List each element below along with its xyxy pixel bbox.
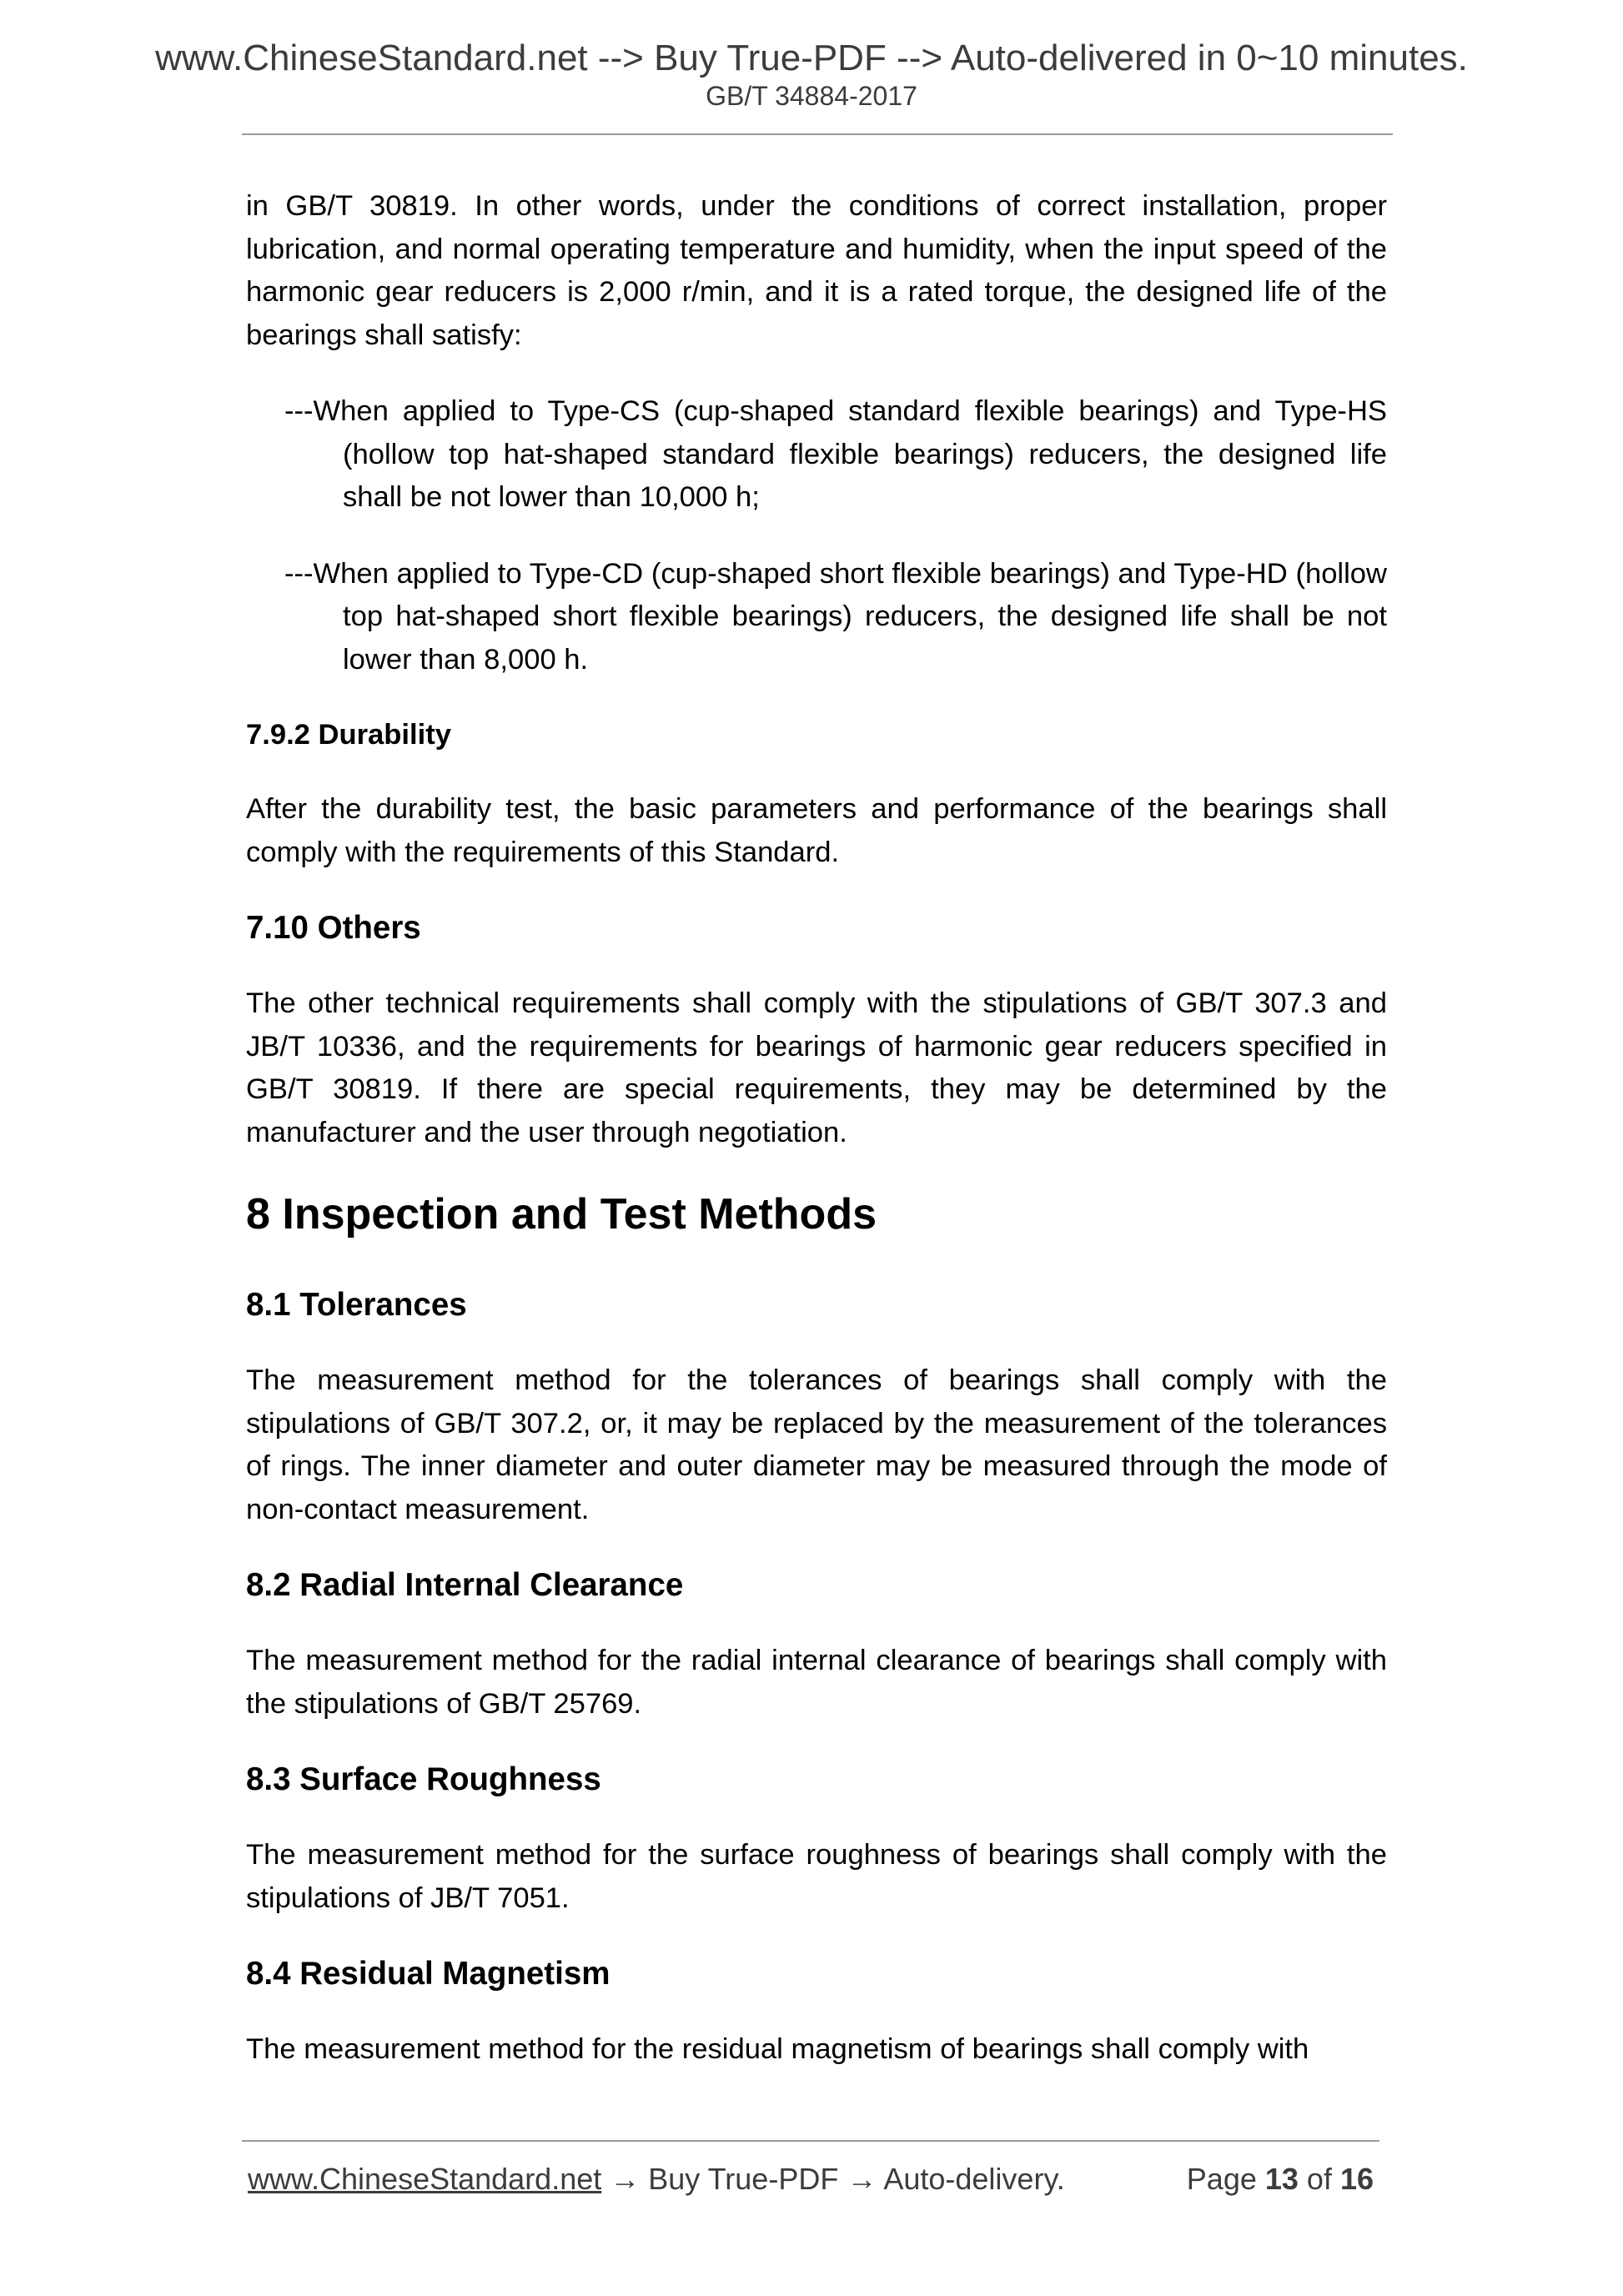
page-number <box>1187 2158 1374 2200</box>
document-id: GB/T 34884-2017 <box>706 81 917 111</box>
footer-site-link[interactable]: www.ChineseStandard.net <box>248 2162 602 2196</box>
footer-buy-text: → Buy True-PDF <box>601 2162 847 2196</box>
section-heading-8-4: 8.4 Residual Magnetism <box>246 1956 611 1992</box>
section-paragraph: The measurement method for the tolerances of bearings shall comply with the stipulations of GB/T 307.2, or, it may be replaced by the measurement of the tolerances of rings. The inner diameter and outer diameter may be measured through the mode of non-contact measurement. <box>246 1364 1387 1525</box>
current-page: 13 <box>1264 2162 1299 2196</box>
header-banner: www.ChineseStandard.net --> Buy True-PDF --> Auto-delivered in 0~10 minutes. <box>155 38 1468 78</box>
section-paragraph: After the durability test, the basic parameters and performance of the bearings shall comply with the requirements of this Standard. <box>246 793 1387 868</box>
section-paragraph: The measurement method for the radial internal clearance of bearings shall comply with the stipulations of GB/T 25769. <box>246 1645 1387 1720</box>
footer-delivery-text: → Auto-delivery. <box>847 2162 1065 2196</box>
section-heading-7-10: 7.10 Others <box>246 910 421 946</box>
section-heading-8-2: 8.2 Radial Internal Clearance <box>246 1567 684 1603</box>
of-label: of <box>1298 2162 1340 2196</box>
page-footer <box>248 2158 1382 2200</box>
footer-promo <box>248 2158 1065 2200</box>
section-heading-7-9-2: 7.9.2 Durability <box>246 719 451 751</box>
total-pages: 16 <box>1339 2162 1374 2196</box>
header-divider <box>242 133 1393 135</box>
section-paragraph: The other technical requirements shall comply with the stipulations of GB/T 307.3 and JB/T 10336, and the requirements for bearings of harmonic gear reducers specified in GB/T 30819. If there are special requirements, they may be determined by the manufacturer and the user through negotiation. <box>246 987 1387 1148</box>
list-item: ---When applied to Type-CS (cup-shaped standard flexible bearings) and Type-HS (hollow top hat-shaped standard flexible bearings) reducers, the designed life shall be not lower than 10,000 h; <box>284 395 1387 513</box>
footer-divider <box>242 2140 1379 2142</box>
list-item: ---When applied to Type-CD (cup-shaped short flexible bearings) and Type-HD (hollow top hat-shaped short flexible bearings) reducers, the designed life shall be not lower than 8,000 h. <box>284 557 1387 676</box>
page-label: Page <box>1186 2162 1265 2196</box>
section-heading-8-1: 8.1 Tolerances <box>246 1287 467 1323</box>
page-body <box>246 185 1387 2105</box>
section-paragraph: The measurement method for the residual magnetism of bearings shall comply with <box>246 2033 1309 2065</box>
intro-paragraph: in GB/T 30819. In other words, under the conditions of correct installation, proper lubrication, and normal operating temperature and humidity, when the input speed of the harmonic gear reducers is 2,000 r/min, and it is a rated torque, the designed life of the bearings shall satisfy: <box>246 190 1387 351</box>
section-heading-8-3: 8.3 Surface Roughness <box>246 1761 601 1797</box>
section-paragraph: The measurement method for the surface roughness of bearings shall comply with the stipulations of JB/T 7051. <box>246 1839 1387 1914</box>
chapter-heading-8: 8 Inspection and Test Methods <box>246 1190 877 1238</box>
